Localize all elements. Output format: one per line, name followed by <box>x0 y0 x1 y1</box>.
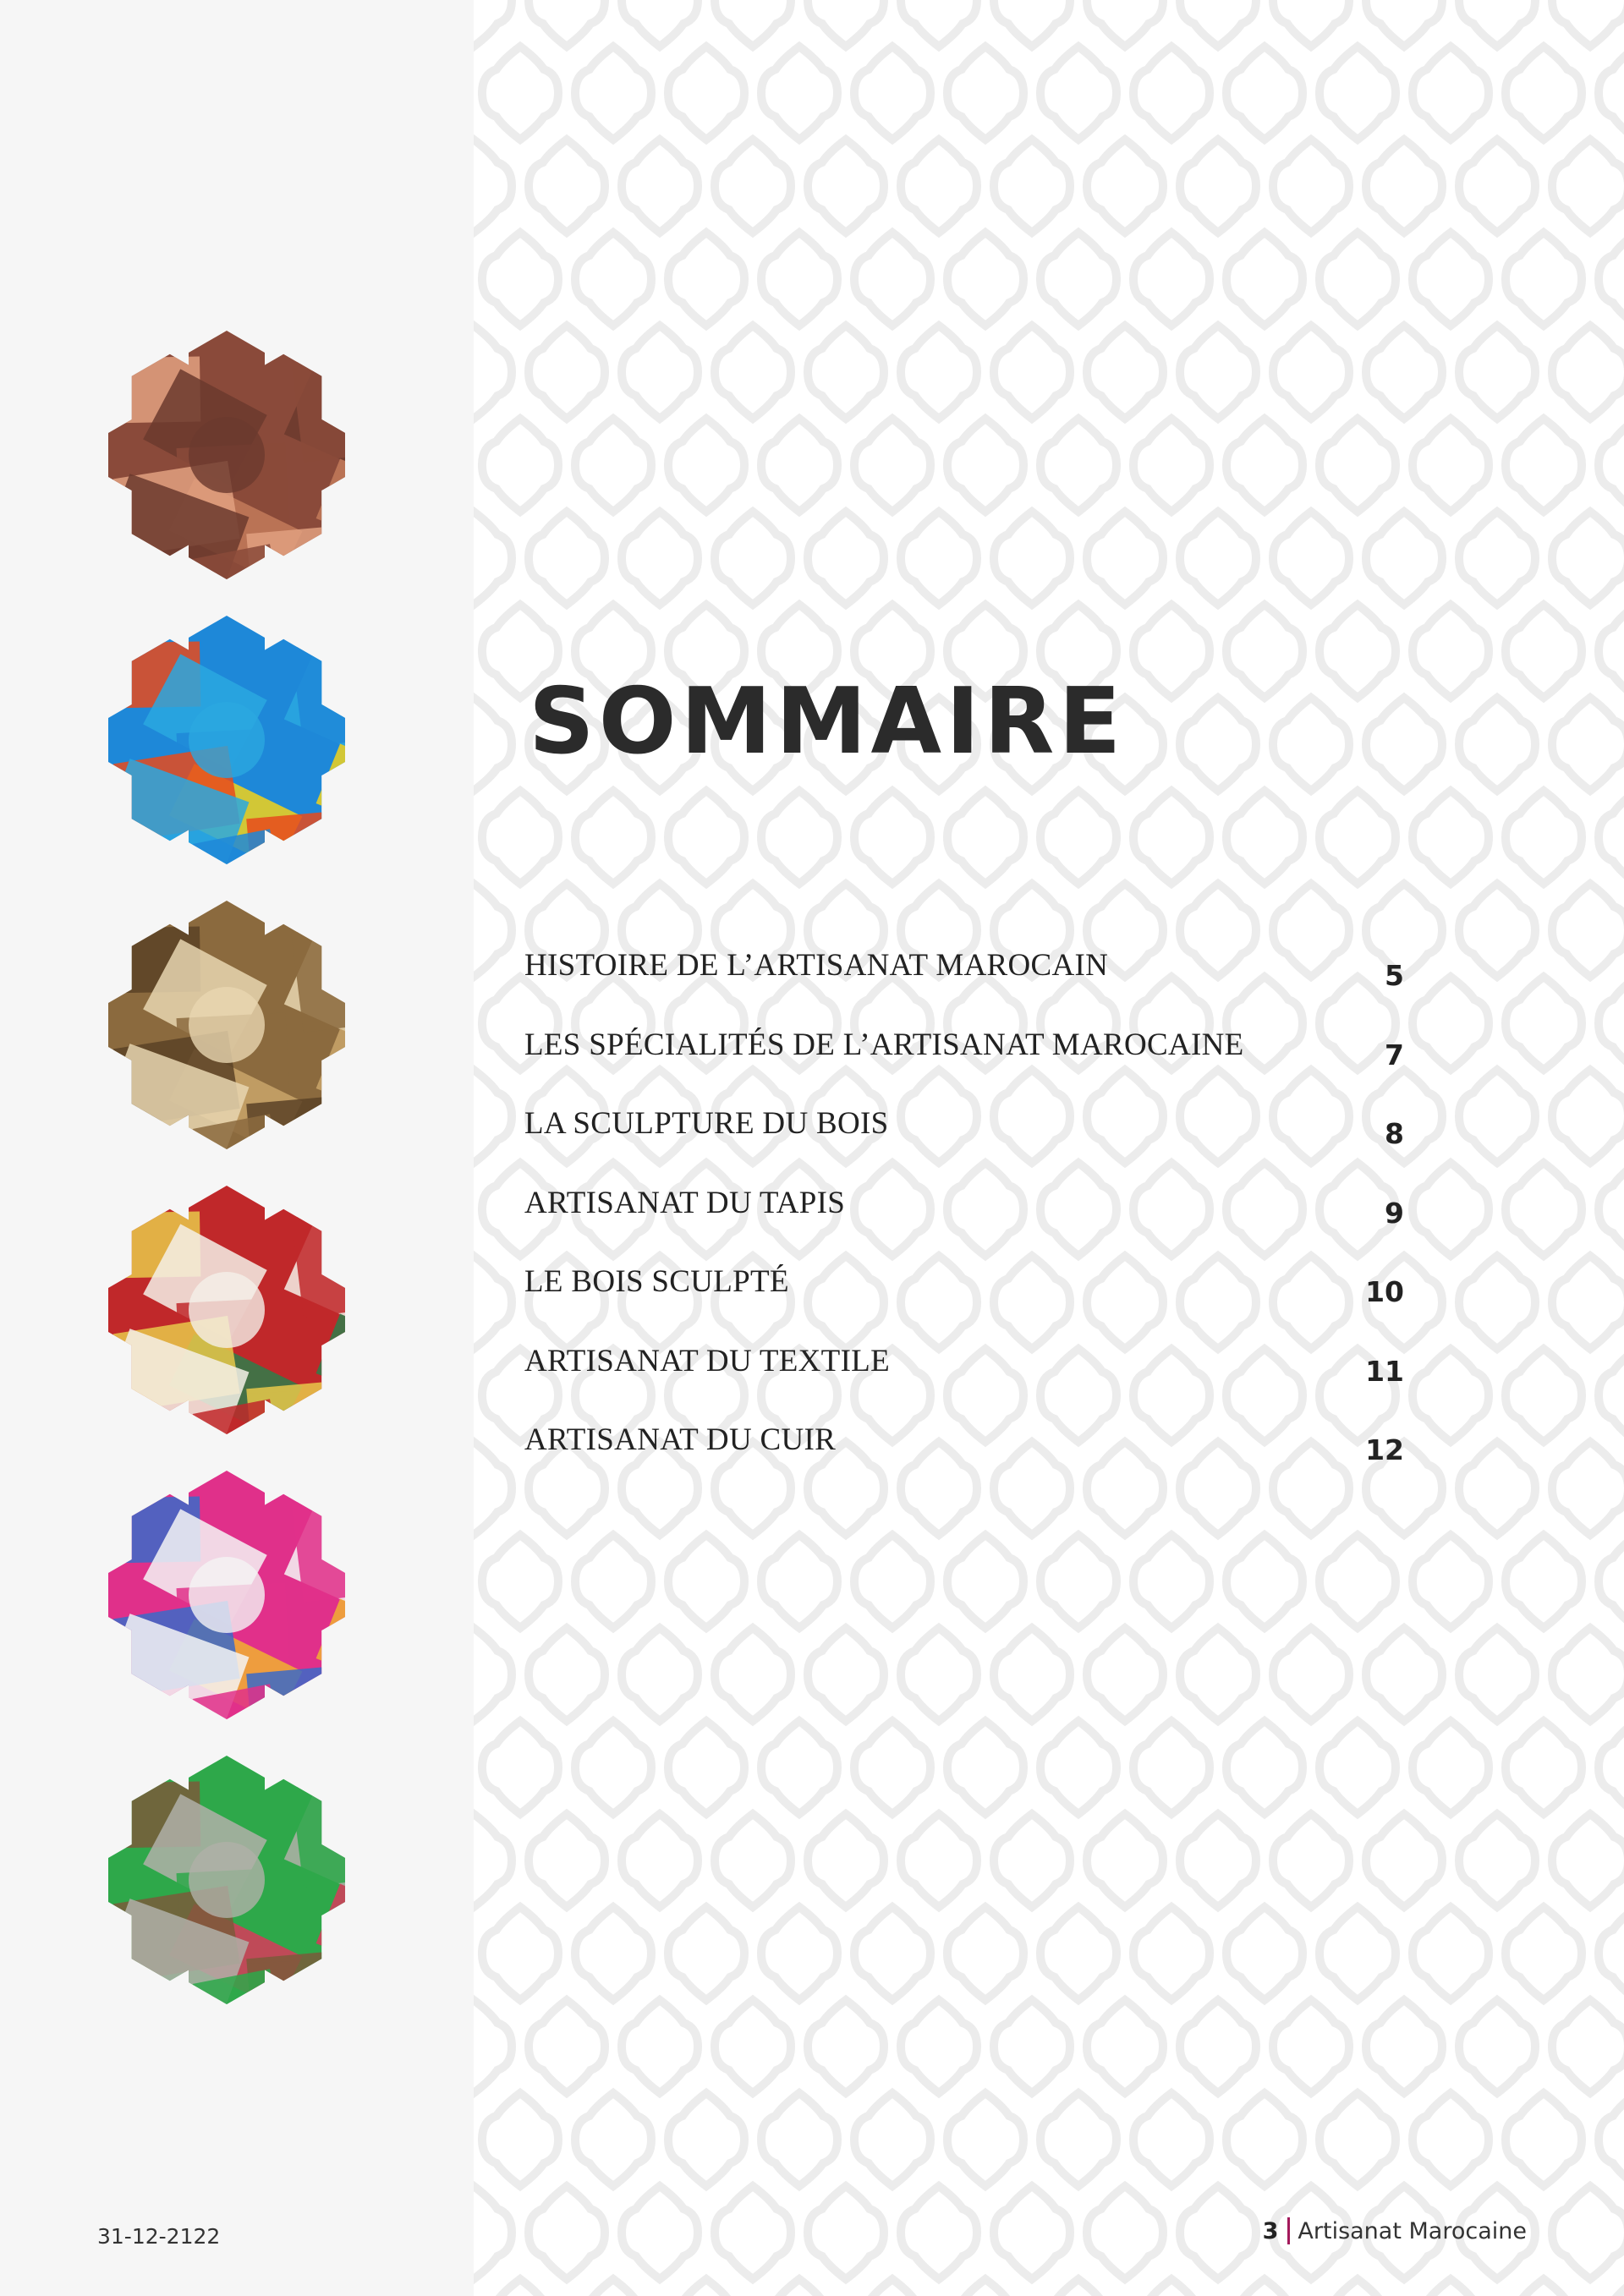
lattice-tile <box>1273 0 1349 47</box>
lattice-tile <box>1180 2186 1256 2279</box>
lattice-tile <box>761 791 837 884</box>
lattice-tile <box>808 326 884 419</box>
lattice-tile <box>761 1721 837 1814</box>
lattice-tile <box>1459 1256 1535 1349</box>
lattice-tile <box>808 512 884 605</box>
lattice-tile <box>761 1535 837 1628</box>
lattice-tile <box>1320 791 1396 884</box>
lattice-tile <box>947 791 1023 884</box>
lattice-tile <box>482 1535 558 1628</box>
lattice-tile <box>1366 512 1442 605</box>
toc-entry-page: 5 <box>1385 959 1404 992</box>
lattice-tile <box>1273 1628 1349 1721</box>
lattice-tile <box>1133 2093 1210 2186</box>
lattice-tile <box>1087 1814 1163 1907</box>
lattice-tile <box>1459 0 1535 47</box>
toc-entry-label: ARTISANAT DU TEXTILE <box>524 1343 890 1378</box>
lattice-tile <box>808 140 884 233</box>
lattice-tile <box>947 1535 1023 1628</box>
lattice-tile <box>715 1628 791 1721</box>
lattice-tile <box>622 140 698 233</box>
lattice-tile <box>1599 1535 1624 1628</box>
lattice-tile <box>1226 2279 1303 2296</box>
lattice-tile <box>1366 140 1442 233</box>
lattice-tile <box>854 791 930 884</box>
page-title: SOMMAIRE <box>529 669 1126 775</box>
lattice-tile <box>1087 0 1163 47</box>
lattice-tile <box>1599 977 1624 1070</box>
lattice-tile <box>668 47 744 140</box>
lattice-tile <box>482 2093 558 2186</box>
lattice-tile <box>1226 791 1303 884</box>
lattice-tile <box>715 0 791 47</box>
lattice-tile <box>668 1721 744 1814</box>
lattice-tile <box>1459 2000 1535 2093</box>
footer-page-number: 3 <box>1262 2217 1279 2244</box>
lattice-tile <box>1273 2000 1349 2093</box>
lattice-tile <box>482 1721 558 1814</box>
lattice-tile <box>622 326 698 419</box>
lattice-tile <box>1040 2279 1116 2296</box>
lattice-tile <box>715 1814 791 1907</box>
toc-entry[interactable] <box>524 947 1404 1027</box>
lattice-tile <box>474 884 512 977</box>
lattice-tile <box>474 698 512 791</box>
leather-slippers-image <box>100 1753 354 2007</box>
lattice-tile <box>1320 233 1396 326</box>
toc-entry-label: ARTISANAT DU CUIR <box>524 1422 837 1457</box>
lattice-tile <box>1506 419 1582 512</box>
lattice-tile <box>1226 605 1303 698</box>
footer-date: 31-12-2122 <box>97 2224 221 2249</box>
lattice-tile <box>1273 140 1349 233</box>
lattice-tile <box>482 2279 558 2296</box>
lattice-tile <box>1459 512 1535 605</box>
lattice-tile <box>474 1442 512 1535</box>
lattice-tile <box>575 1535 651 1628</box>
lattice-tile <box>1552 2000 1624 2093</box>
footer-page-info <box>1263 2217 1527 2244</box>
lattice-tile <box>1133 791 1210 884</box>
lattice-tile <box>529 1628 605 1721</box>
lattice-tile <box>1320 419 1396 512</box>
lattice-tile <box>1506 1907 1582 2000</box>
lattice-tile <box>1552 1070 1624 1163</box>
lattice-tile <box>474 1814 512 1907</box>
lattice-tile <box>1599 1163 1624 1256</box>
lattice-tile <box>529 326 605 419</box>
lattice-tile <box>575 47 651 140</box>
lattice-tile <box>854 1721 930 1814</box>
lattice-tile <box>854 233 930 326</box>
lattice-tile <box>1366 326 1442 419</box>
lattice-tile <box>1413 791 1489 884</box>
toc-entry-label: LE BOIS SCULPTÉ <box>524 1264 789 1299</box>
lattice-tile <box>474 0 512 47</box>
lattice-tile <box>1366 2000 1442 2093</box>
lattice-tile <box>529 1814 605 1907</box>
lattice-tile <box>1133 1721 1210 1814</box>
lattice-tile <box>1506 47 1582 140</box>
lattice-tile <box>1133 47 1210 140</box>
lattice-tile <box>901 140 977 233</box>
lattice-tile <box>1366 0 1442 47</box>
lattice-tile <box>575 2093 651 2186</box>
lattice-tile <box>994 1628 1070 1721</box>
lattice-tile <box>1273 1814 1349 1907</box>
lattice-tile <box>947 233 1023 326</box>
toc-entry-label: LES SPÉCIALITÉS DE L’ARTISANAT MAROCAINE <box>524 1027 1244 1062</box>
lattice-tile <box>947 2093 1023 2186</box>
berber-rug-image <box>100 1183 354 1437</box>
lattice-tile <box>1040 47 1116 140</box>
lattice-tile <box>994 2000 1070 2093</box>
lattice-tile <box>1180 1814 1256 1907</box>
lattice-tile <box>474 1256 512 1349</box>
toc-entry-page: 12 <box>1365 1433 1404 1466</box>
footer-publication-name: Artisanat Marocaine <box>1298 2217 1527 2244</box>
lattice-tile <box>1040 1907 1116 2000</box>
toc-entry-label: ARTISANAT DU TAPIS <box>524 1185 846 1220</box>
lattice-tile <box>668 791 744 884</box>
lattice-tile <box>808 1628 884 1721</box>
lattice-tile <box>1459 1070 1535 1163</box>
leather-bowls-image <box>100 328 354 582</box>
toc-entry-label: HISTOIRE DE L’ARTISANAT MAROCAIN <box>524 948 1109 983</box>
lattice-tile <box>1226 1535 1303 1628</box>
lattice-tile <box>1320 47 1396 140</box>
lattice-tile <box>1599 605 1624 698</box>
lattice-tile <box>1599 2093 1624 2186</box>
toc-entry-label: LA SCULPTURE DU BOIS <box>524 1106 889 1141</box>
lattice-tile <box>1040 2093 1116 2186</box>
lattice-tile <box>1506 977 1582 1070</box>
lattice-tile <box>474 326 512 419</box>
lattice-tile <box>947 47 1023 140</box>
lattice-tile <box>668 2093 744 2186</box>
lattice-tile <box>575 1721 651 1814</box>
lattice-tile <box>808 2000 884 2093</box>
lattice-tile <box>1226 233 1303 326</box>
lattice-tile <box>482 47 558 140</box>
lattice-tile <box>1599 1721 1624 1814</box>
lattice-tile <box>808 0 884 47</box>
lattice-tile <box>901 2186 977 2279</box>
lattice-tile <box>1459 1442 1535 1535</box>
lattice-tile <box>1413 419 1489 512</box>
lattice-tile <box>1413 1535 1489 1628</box>
toc-entry[interactable] <box>524 1027 1404 1106</box>
lattice-tile <box>761 419 837 512</box>
toc-entry[interactable] <box>524 1422 1404 1501</box>
carved-wood-medallion-image <box>100 898 354 1152</box>
lattice-tile <box>808 2186 884 2279</box>
lattice-tile <box>474 512 512 605</box>
toc-entry[interactable] <box>524 1185 1404 1264</box>
lattice-tile <box>1459 698 1535 791</box>
lattice-tile <box>1133 1907 1210 2000</box>
lattice-tile <box>1506 1721 1582 1814</box>
lattice-tile <box>1599 233 1624 326</box>
lattice-tile <box>1087 326 1163 419</box>
lattice-tile <box>529 512 605 605</box>
lattice-tile <box>1180 1628 1256 1721</box>
lattice-tile <box>1413 1163 1489 1256</box>
lattice-tile <box>1040 419 1116 512</box>
lattice-tile <box>994 0 1070 47</box>
lattice-tile <box>1087 2186 1163 2279</box>
lattice-tile <box>1506 1349 1582 1442</box>
lattice-tile <box>1366 1628 1442 1721</box>
lattice-tile <box>1040 791 1116 884</box>
lattice-tile <box>761 1907 837 2000</box>
lattice-tile <box>1226 1721 1303 1814</box>
lattice-tile <box>529 0 605 47</box>
lattice-tile <box>1366 698 1442 791</box>
lattice-tile <box>668 1535 744 1628</box>
lattice-tile <box>1133 605 1210 698</box>
lattice-tile <box>474 1628 512 1721</box>
lattice-tile <box>994 2186 1070 2279</box>
toc-entry[interactable] <box>524 1105 1404 1185</box>
lattice-tile <box>668 233 744 326</box>
lattice-tile <box>1320 1907 1396 2000</box>
lattice-tile <box>1133 2279 1210 2296</box>
lattice-tile <box>1552 1256 1624 1349</box>
lattice-tile <box>668 2279 744 2296</box>
lattice-tile <box>1087 512 1163 605</box>
lattice-tile <box>715 2186 791 2279</box>
toc-entry-page: 10 <box>1365 1275 1404 1308</box>
lattice-tile <box>1040 1535 1116 1628</box>
lattice-tile <box>1133 233 1210 326</box>
lattice-tile <box>901 1814 977 1907</box>
lattice-tile <box>1506 2279 1582 2296</box>
lattice-tile <box>994 140 1070 233</box>
lattice-tile <box>575 233 651 326</box>
lattice-tile <box>761 2093 837 2186</box>
lattice-tile <box>1226 1907 1303 2000</box>
tagine-pots-image <box>100 613 354 867</box>
lattice-tile <box>854 47 930 140</box>
lattice-tile <box>1366 1814 1442 1907</box>
lattice-tile <box>715 140 791 233</box>
lattice-tile <box>1552 326 1624 419</box>
lattice-tile <box>1459 326 1535 419</box>
lattice-tile <box>1459 884 1535 977</box>
lattice-tile <box>1413 2279 1489 2296</box>
lattice-tile <box>1599 47 1624 140</box>
lattice-tile <box>761 47 837 140</box>
lattice-tile <box>482 791 558 884</box>
lattice-tile <box>901 1628 977 1721</box>
lattice-tile <box>1226 47 1303 140</box>
lattice-tile <box>854 2279 930 2296</box>
lattice-tile <box>1506 791 1582 884</box>
lattice-tile <box>1552 1442 1624 1535</box>
lattice-tile <box>1552 884 1624 977</box>
lattice-tile <box>622 0 698 47</box>
lattice-tile <box>482 1907 558 2000</box>
lattice-tile <box>1413 977 1489 1070</box>
lattice-tile <box>1599 1349 1624 1442</box>
lattice-tile <box>761 2279 837 2296</box>
lattice-tile <box>482 419 558 512</box>
lattice-tile <box>715 326 791 419</box>
lattice-tile <box>1320 2093 1396 2186</box>
lattice-tile <box>1506 233 1582 326</box>
lattice-tile <box>1133 419 1210 512</box>
lattice-tile <box>1087 140 1163 233</box>
toc-entry-page: 9 <box>1385 1196 1404 1230</box>
lattice-tile <box>1599 1907 1624 2000</box>
lattice-tile <box>1273 512 1349 605</box>
lattice-tile <box>1506 605 1582 698</box>
lattice-tile <box>1506 1163 1582 1256</box>
lattice-tile <box>947 2279 1023 2296</box>
lattice-tile <box>1413 1349 1489 1442</box>
lattice-tile <box>529 140 605 233</box>
lattice-tile <box>1413 233 1489 326</box>
table-of-contents <box>524 947 1404 1501</box>
lattice-tile <box>1320 605 1396 698</box>
lattice-tile <box>622 2000 698 2093</box>
lattice-tile <box>1133 1535 1210 1628</box>
lattice-tile <box>808 1814 884 1907</box>
lattice-tile <box>1413 1721 1489 1814</box>
lattice-tile <box>1413 47 1489 140</box>
lattice-tile <box>1087 1628 1163 1721</box>
lattice-tile <box>761 233 837 326</box>
lattice-tile <box>901 512 977 605</box>
lattice-tile <box>1459 140 1535 233</box>
lattice-tile <box>1413 2093 1489 2186</box>
lattice-tile <box>715 512 791 605</box>
lattice-tile <box>1226 419 1303 512</box>
lattice-tile <box>668 1907 744 2000</box>
toc-entry[interactable] <box>524 1343 1404 1422</box>
lattice-tile <box>1506 1535 1582 1628</box>
lattice-tile <box>622 1628 698 1721</box>
lattice-tile <box>575 419 651 512</box>
lattice-tile <box>1040 233 1116 326</box>
lattice-tile <box>474 2186 512 2279</box>
lattice-tile <box>1599 419 1624 512</box>
lattice-tile <box>1320 2279 1396 2296</box>
lattice-tile <box>474 1070 512 1163</box>
lattice-tile <box>901 2000 977 2093</box>
textile-fabrics-image <box>100 1468 354 1722</box>
lattice-tile <box>994 512 1070 605</box>
lattice-tile <box>994 1814 1070 1907</box>
lattice-tile <box>575 2279 651 2296</box>
lattice-tile <box>1087 2000 1163 2093</box>
lattice-tile <box>947 1721 1023 1814</box>
sidebar-panel <box>0 0 474 2296</box>
lattice-tile <box>1552 512 1624 605</box>
lattice-tile <box>901 0 977 47</box>
lattice-tile <box>1273 698 1349 791</box>
lattice-tile <box>622 1814 698 1907</box>
lattice-tile <box>1226 2093 1303 2186</box>
lattice-tile <box>1273 326 1349 419</box>
lattice-tile <box>622 512 698 605</box>
lattice-tile <box>854 419 930 512</box>
lattice-tile <box>854 2093 930 2186</box>
footer-divider <box>1287 2217 1290 2244</box>
lattice-tile <box>575 791 651 884</box>
lattice-tile <box>482 233 558 326</box>
lattice-tile <box>947 419 1023 512</box>
lattice-tile <box>1320 1721 1396 1814</box>
lattice-tile <box>1552 2186 1624 2279</box>
lattice-tile <box>1552 140 1624 233</box>
lattice-tile <box>1552 1814 1624 1907</box>
lattice-tile <box>1180 2000 1256 2093</box>
lattice-tile <box>994 326 1070 419</box>
lattice-tile <box>1552 1628 1624 1721</box>
lattice-tile <box>1459 1628 1535 1721</box>
lattice-tile <box>1413 605 1489 698</box>
lattice-tile <box>529 2000 605 2093</box>
lattice-tile <box>1180 698 1256 791</box>
lattice-tile <box>1599 791 1624 884</box>
lattice-tile <box>1599 2279 1624 2296</box>
lattice-tile <box>1552 698 1624 791</box>
lattice-tile <box>575 1907 651 2000</box>
lattice-tile <box>1552 0 1624 47</box>
toc-entry[interactable] <box>524 1263 1404 1343</box>
lattice-tile <box>474 2000 512 2093</box>
lattice-tile <box>1180 326 1256 419</box>
toc-entry-page: 8 <box>1385 1117 1404 1150</box>
lattice-tile <box>622 2186 698 2279</box>
lattice-tile <box>1180 140 1256 233</box>
lattice-tile <box>854 1907 930 2000</box>
toc-entry-page: 7 <box>1385 1038 1404 1071</box>
lattice-tile <box>947 1907 1023 2000</box>
lattice-tile <box>1320 1535 1396 1628</box>
lattice-tile <box>1413 1907 1489 2000</box>
lattice-tile <box>1180 0 1256 47</box>
lattice-tile <box>854 1535 930 1628</box>
lattice-tile <box>1459 1814 1535 1907</box>
lattice-tile <box>901 326 977 419</box>
lattice-tile <box>529 2186 605 2279</box>
lattice-tile <box>474 140 512 233</box>
lattice-tile <box>1506 2093 1582 2186</box>
lattice-tile <box>715 2000 791 2093</box>
lattice-tile <box>1180 512 1256 605</box>
lattice-tile <box>1040 1721 1116 1814</box>
toc-entry-page: 11 <box>1365 1354 1404 1388</box>
lattice-tile <box>668 419 744 512</box>
